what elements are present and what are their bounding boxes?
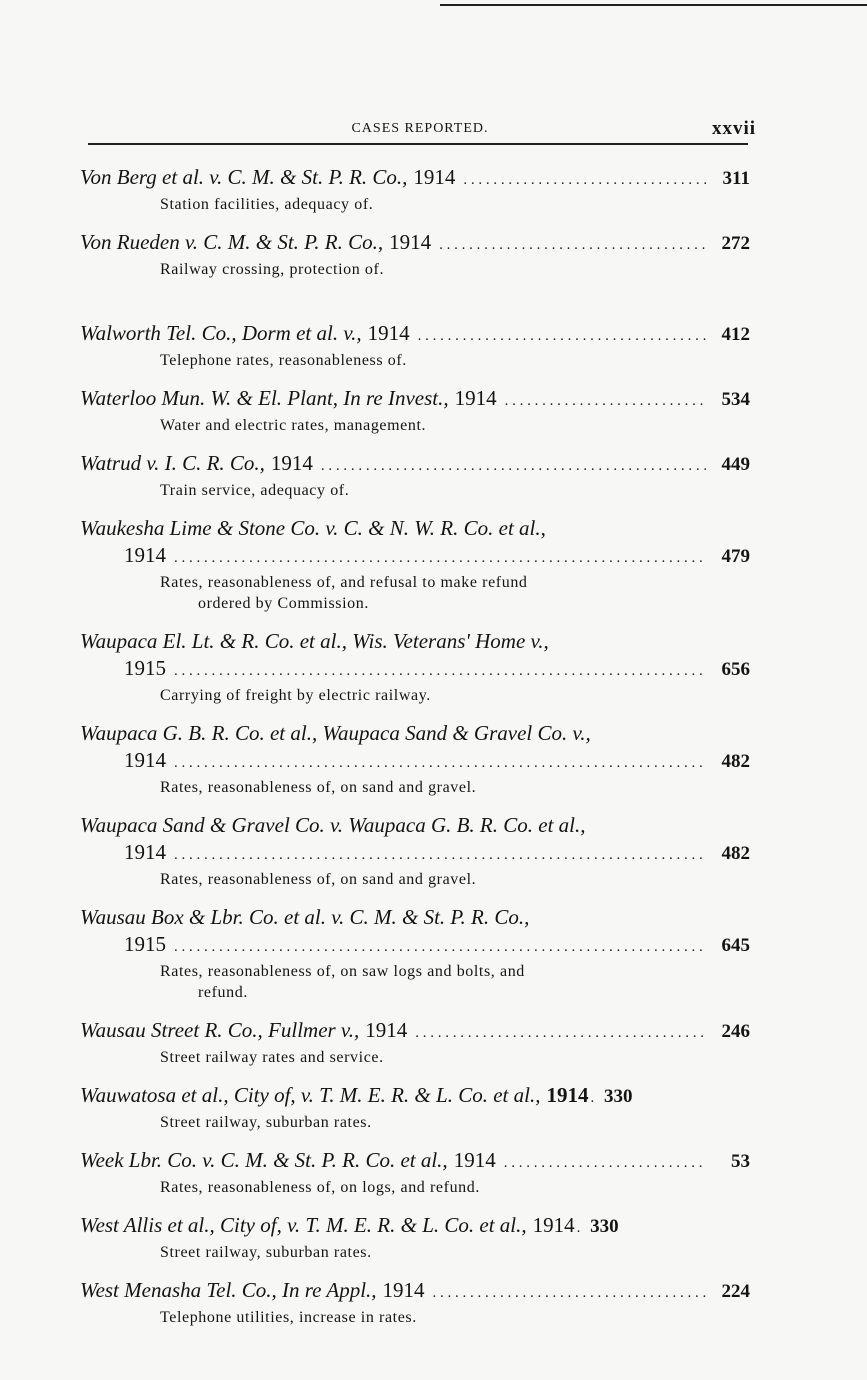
dot-leader: [439, 232, 706, 259]
top-edge-rule: [440, 4, 867, 6]
case-subject-line: refund.: [198, 984, 248, 1001]
case-subject: Station facilities, adequacy of.: [160, 196, 374, 213]
case-year: 1914: [546, 1083, 589, 1107]
case-name: Waupaca Sand & Gravel Co. v. Waupaca G. B. R. Co. et al.,: [80, 813, 586, 837]
case-entry: [80, 1212, 750, 1263]
dot-leader: [418, 323, 706, 350]
page-reference: 246: [721, 1021, 750, 1042]
dot-leader: [505, 388, 706, 415]
case-subject: Train service, adequacy of.: [160, 482, 350, 499]
case-subject: Water and electric rates, management.: [160, 417, 427, 434]
header-rule: [88, 143, 748, 145]
case-entry: [80, 1277, 750, 1328]
case-subject: Street railway rates and service.: [160, 1049, 384, 1066]
page-number: xxvii: [711, 118, 756, 139]
dot-leader: [415, 1020, 706, 1047]
case-entry: [80, 450, 750, 501]
case-subject: Rates, reasonableness of, on sand and gravel.: [160, 779, 477, 796]
case-year: 1914: [382, 1278, 425, 1302]
page-reference: 412: [721, 324, 750, 345]
case-name: West Allis et al., City of, v. T. M. E. R. & L. Co. et al.,: [80, 1213, 527, 1237]
dot-leader: [174, 545, 706, 572]
page-reference: 534: [721, 389, 750, 410]
case-entry: [80, 1017, 750, 1068]
case-entry: [80, 385, 750, 436]
dot-leader: [463, 167, 706, 194]
case-year: 1915: [124, 656, 166, 680]
page-reference: 330: [603, 1086, 633, 1107]
case-year: 1914: [365, 1018, 408, 1042]
page-reference: 272: [721, 233, 750, 254]
case-subject: Railway crossing, protection of.: [160, 261, 385, 278]
case-name: Wausau Box & Lbr. Co. et al. v. C. M. & St. P. R. Co.,: [80, 905, 530, 929]
case-name: Von Rueden v. C. M. & St. P. R. Co.,: [80, 230, 384, 254]
case-subject: [80, 961, 750, 1003]
case-name: Walworth Tel. Co., Dorm et al. v.,: [80, 321, 362, 345]
case-entry: [80, 164, 750, 215]
page-reference: 479: [721, 546, 750, 567]
case-year: 1914: [453, 1148, 496, 1172]
case-name: Wausau Street R. Co., Fullmer v.,: [80, 1018, 360, 1042]
case-subject: Telephone rates, reasonableness of.: [160, 352, 407, 369]
page-reference: 482: [721, 751, 750, 772]
dot-leader: [174, 658, 706, 685]
case-subject: Carrying of freight by electric railway.: [160, 687, 431, 704]
case-name: Waukesha Lime & Stone Co. v. C. & N. W. R. Co. et al.,: [80, 516, 546, 540]
case-list: [80, 164, 750, 1342]
case-entry: [80, 812, 750, 890]
case-year: 1915: [124, 932, 166, 956]
dot-leader: [174, 750, 706, 777]
case-name: Waupaca El. Lt. & R. Co. et al., Wis. Veterans' Home v.,: [80, 629, 549, 653]
page-reference: 330: [590, 1216, 619, 1237]
page-reference: 656: [721, 659, 750, 680]
case-name: Waterloo Mun. W. & El. Plant, In re Invest.,: [80, 386, 449, 410]
case-year: 1914: [124, 748, 166, 772]
dot-leader: [504, 1150, 706, 1177]
case-subject: Street railway, suburban rates.: [160, 1244, 372, 1261]
page-reference: 449: [721, 454, 750, 475]
case-year: 1914: [454, 386, 497, 410]
case-entry: [80, 904, 750, 1003]
case-entry: [80, 229, 750, 280]
case-year: 1914: [124, 840, 166, 864]
case-name: Waupaca G. B. R. Co. et al., Waupaca Sand & Gravel Co. v.,: [80, 721, 591, 745]
case-name: Von Berg et al. v. C. M. & St. P. R. Co.,: [80, 165, 408, 189]
case-subject: [80, 572, 750, 614]
case-year: 1914: [413, 165, 456, 189]
case-name: Week Lbr. Co. v. C. M. & St. P. R. Co. et al.,: [80, 1148, 448, 1172]
case-name: Wauwatosa et al., City of, v. T. M. E. R. & L. Co. et al.,: [80, 1083, 541, 1107]
dot-leader: [174, 934, 706, 961]
dot-leader: [577, 1215, 581, 1242]
dot-leader: [590, 1085, 594, 1112]
case-name: Watrud v. I. C. R. Co.,: [80, 451, 265, 475]
page-reference: 311: [722, 168, 750, 189]
dot-leader: [321, 453, 706, 480]
page-reference: 645: [721, 935, 750, 956]
page-reference: 482: [721, 843, 750, 864]
case-entry: [80, 515, 750, 614]
case-year: 1914: [367, 321, 410, 345]
page-reference: 53: [731, 1151, 750, 1172]
case-entry: [80, 1082, 750, 1133]
case-entry: [80, 720, 750, 798]
case-subject: Rates, reasonableness of, on logs, and refund.: [160, 1179, 480, 1196]
case-subject: Rates, reasonableness of, on sand and gravel.: [160, 871, 477, 888]
case-entry: [80, 320, 750, 371]
running-title: CASES REPORTED.: [351, 121, 489, 136]
case-subject-line: Rates, reasonableness of, on saw logs and bolts, and: [160, 963, 525, 980]
case-year: 1914: [532, 1213, 575, 1237]
case-year: 1914: [389, 230, 432, 254]
case-subject: Telephone utilities, increase in rates.: [160, 1309, 417, 1326]
case-entry: [80, 1147, 750, 1198]
case-entry: [80, 628, 750, 706]
page-reference: 224: [721, 1281, 750, 1302]
case-year: 1914: [270, 451, 313, 475]
dot-leader: [433, 1280, 706, 1307]
case-year: 1914: [124, 543, 166, 567]
case-subject-line: Rates, reasonableness of, and refusal to make refund: [160, 574, 528, 591]
case-name: West Menasha Tel. Co., In re Appl.,: [80, 1278, 377, 1302]
case-subject: Street railway, suburban rates.: [160, 1114, 372, 1131]
running-head: [90, 118, 756, 140]
dot-leader: [174, 842, 706, 869]
case-subject-line: ordered by Commission.: [198, 595, 369, 612]
